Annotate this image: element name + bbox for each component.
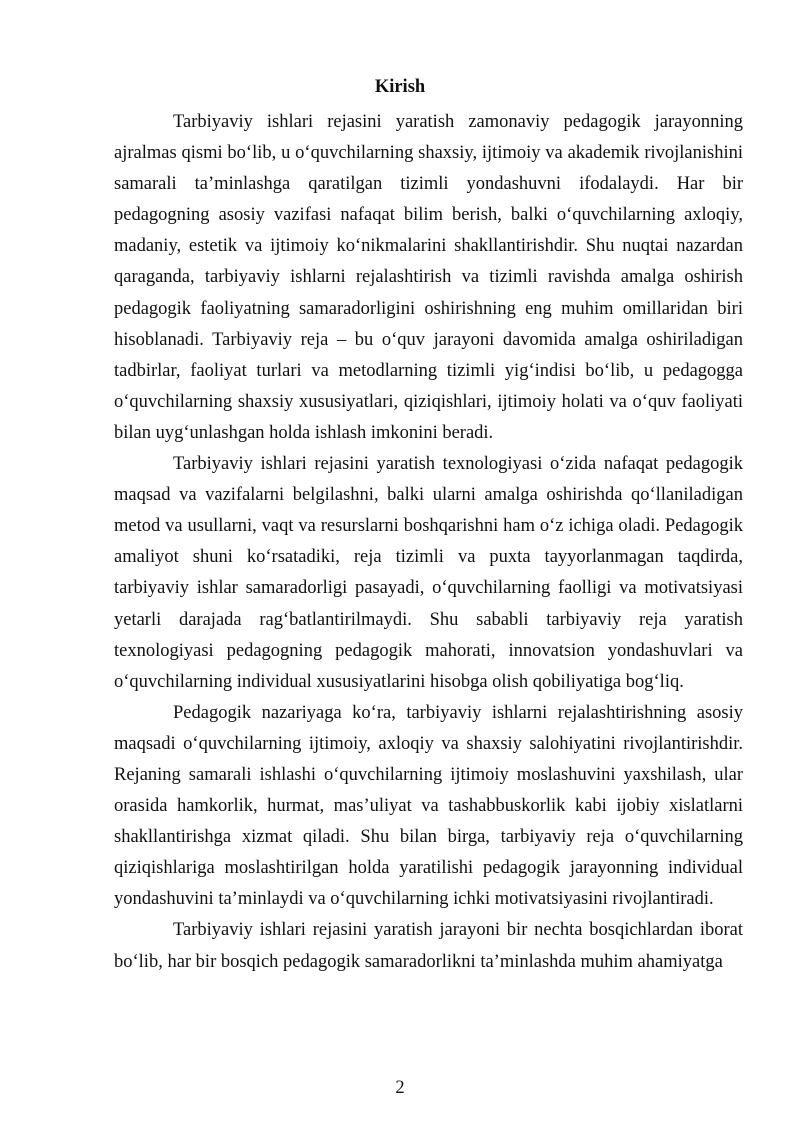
paragraph-4: Tarbiyaviy ishlari rejasini yaratish jarayoni bir nechta bosqichlardan iborat bo‘lib, har bir bosqich pedagogik samaradorlikni ta’minlashda muhim ahamiyatga [114,920,743,972]
section-title: Kirish [374,77,426,97]
paragraph-1: Tarbiyaviy ishlari rejasini yaratish zamonaviy pedagogik jarayonning ajralmas qismi bo‘lib, u o‘quvchilarning shaxsiy, ijtimoiy va akademik rivojlanishini samarali ta’minlashga qaratilgan tizimli yondashuvni ifodalaydi. Har bir pedagogning asosiy vazifasi nafaqat bilim berish, balki o‘quvchilarning axloqiy, madaniy, estetik va ijtimoiy ko‘nikmalarini shakllantirishdir. Shu nuqtai nazardan qaraganda, tarbiyaviy ishlarni rejalashtirish va tizimli ravishda amalga oshirish pedagogik faoliyatning samaradorligini oshirishning eng muhim omillaridan biri hisoblanadi. Tarbiyaviy reja – bu o‘quv jarayoni davomida amalga oshiriladigan tadbirlar, faoliyat turlari va metodlarning tizimli yig‘indisi bo‘lib, u pedagogga o‘quvchilarning shaxsiy xususiyatlari, qiziqishlari, ijtimoiy holati va o‘quv faoliyati bilan uyg‘unlashgan holda ishlash imkonini beradi. [114,112,743,443]
paragraph-2: Tarbiyaviy ishlari rejasini yaratish texnologiyasi o‘zida nafaqat pedagogik maqsad va vazifalarni belgilashni, balki ularni amalga oshirishda qo‘llaniladigan metod va usullarni, vaqt va resurslarni boshqarishni ham o‘z ichiga oladi. Pedagogik amaliyot shuni ko‘rsatadiki, reja tizimli va puxta tayyorlanmagan taqdirda, tarbiyaviy ishlar samaradorligi pasayadi, o‘quvchilarning faolligi va motivatsiyasi yetarli darajada rag‘batlantirilmaydi. Shu sababli tarbiyaviy reja yaratish texnologiyasi pedagogning pedagogik mahorati, innovatsion yondashuvlari va o‘quvchilarning individual xususiyatlarini hisobga olish qobiliyatiga bog‘liq. [114,454,743,692]
page-number: 2 [395,1078,405,1098]
paragraph-3: Pedagogik nazariyaga ko‘ra, tarbiyaviy ishlarni rejalashtirishning asosiy maqsadi o‘quvchilarning ijtimoiy, axloqiy va shaxsiy salohiyatini rivojlantirishdir. Rejaning samarali ishlashi o‘quvchilarning ijtimoiy moslashuvini yaxshilash, ular orasida hamkorlik, hurmat, mas’uliyat va tashabbuskorlik kabi ijobiy xislatlarni shakllantirishga xizmat qiladi. Shu bilan birga, tarbiyaviy reja o‘quvchilarning qiziqishlariga moslashtirilgan holda yaratilishi pedagogik jarayonning individual yondashuvini ta’minlaydi va o‘quvchilarning ichki motivatsiyasini rivojlantiradi. [114,702,743,910]
body-text [114,107,743,978]
